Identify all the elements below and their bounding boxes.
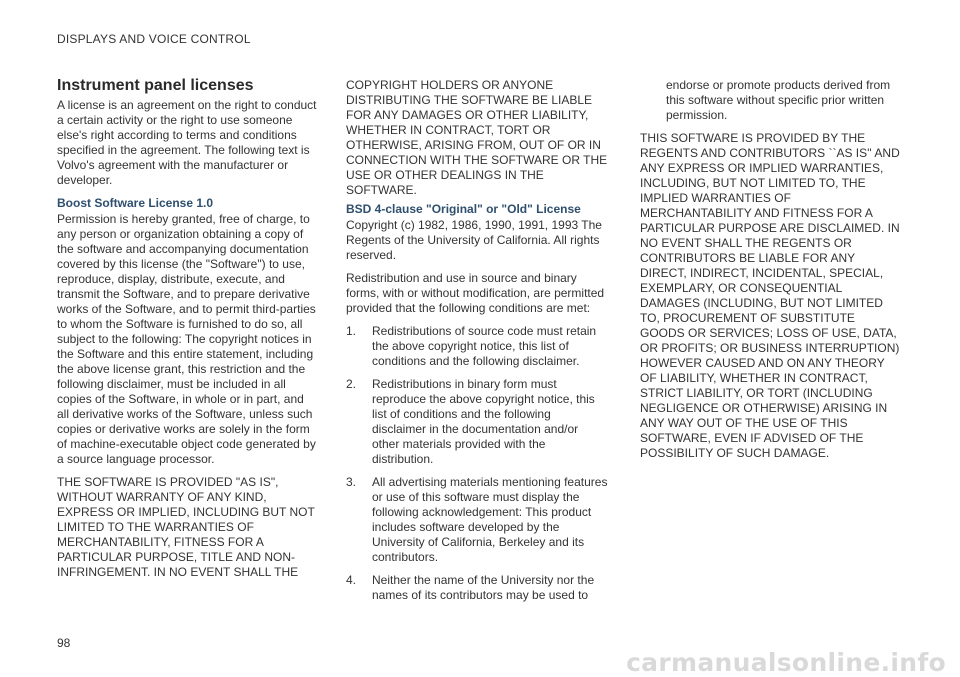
list-item-text: Redistributions in binary form must reproduce the above copyright notice, this list of conditions and the following disclaimer in the documentation and/or other materials provided with the distribution. [372,377,595,466]
bsd-disclaimer: THIS SOFTWARE IS PROVIDED BY THE REGENTS AND CONTRIBUTORS ``AS IS'' AND ANY EXPRESS OR IMPLIED WARRANTIES, INCLUDING, BUT NOT LIMITED TO, THE IMPLIED WARRANTIES OF MERCHANTABILITY AND FITNESS FOR A PARTICULAR PURPOSE ARE DISCLAIMED. IN NO EVENT SHALL THE REGENTS OR CONTRIBUTORS BE LIABLE FOR ANY DIRECT, INDIRECT, INCIDENTAL, SPECIAL, EXEMPLARY, OR CONSEQUENTIAL DAMAGES (INCLUDING, BUT NOT LIMITED TO, PROCUREMENT OF SUBSTITUTE GOODS OR SERVICES; LOSS OF USE, DATA, OR PROFITS; OR BUSINESS INTERRUPTION) HOWEVER CAUSED AND ON ANY THEORY OF LIABILITY, WHETHER IN CONTRACT, STRICT LIABILITY, OR TORT (INCLUDING NEGLIGENCE OR OTHERWISE) ARISING IN ANY WAY OUT OF THE USE OF THIS SOFTWARE, EVEN IF ADVISED OF THE POSSIBILITY OF SUCH DAMAGE. [640,131,900,460]
list-item-number: 2. [346,377,357,391]
list-item [346,573,608,603]
bsd-copyright: Copyright (c) 1982, 1986, 1990, 1991, 1993 The Regents of the University of California. All rights reserved. [346,218,602,262]
list-item-text: Redistributions of source code must retain the above copyright notice, this list of conditions and the following disclaimer. [372,324,597,368]
list-item-number: 3. [346,475,357,489]
bsd-license-heading: BSD 4-clause "Original" or "Old" License [346,202,581,216]
boost-license-heading: Boost Software License 1.0 [57,196,214,210]
list-item-text: All advertising materials mentioning features or use of this software must display the following acknowledgement: This product includes software developed by the University of California, Berkeley and its contributors. [372,475,608,564]
bsd-redistribution: Redistribution and use in source and binary forms, with or without modification, are permitted provided that the following conditions are met: [346,271,605,315]
bsd-conditions-list [346,324,608,603]
boost-disclaimer: THE SOFTWARE IS PROVIDED "AS IS", WITHOUT WARRANTY OF ANY KIND, EXPRESS OR IMPLIED, INCLUDING BUT NOT LIMITED TO THE WARRANTIES OF MERCHANTABILITY, FITNESS FOR A PARTICULAR PURPOSE, TITLE AND NON-INFRINGEMENT. IN NO EVENT SHALL THE [57,475,315,579]
list-item-number: 1. [346,324,357,338]
condition-4-continued: endorse or promote products derived from this software without specific prior written permission. [666,78,891,122]
section-header: DISPLAYS AND VOICE CONTROL [57,32,251,46]
list-item-text: Neither the name of the University nor the names of its contributors may be used to [372,573,595,602]
intro-paragraph: A license is an agreement on the right to conduct a certain activity or the right to use someone else's right according to terms and conditions specified in the agreement. The following text is Volvo's agreement with the manufacturer or developer. [57,98,317,187]
page-number: 98 [57,636,71,650]
boost-disclaimer-continued: COPYRIGHT HOLDERS OR ANYONE DISTRIBUTING THE SOFTWARE BE LIABLE FOR ANY DAMAGES OR OTHER LIABILITY, WHETHER IN CONTRACT, TORT OR OTHERWISE, ARISING FROM, OUT OF OR IN CONNECTION WITH THE SOFTWARE OR THE USE OR OTHER DEALINGS IN THE SOFTWARE. [346,78,608,197]
list-item-number: 4. [346,573,357,587]
page-title: Instrument panel licenses [57,77,254,94]
boost-license-body: Permission is hereby granted, free of charge, to any person or organization obtaining a copy of the software and accompanying documentation covered by this license (the "Software") to use, reproduce, display, distribute, execute, and transmit the Software, and to prepare derivative works of the Software, and to permit third-parties to whom the Software is furnished to do so, all subject to the following: The copyright notices in the Software and this entire statement, including the above license grant, this restriction and the following disclaimer, must be included in all copies of the Software, in whole or in part, and all derivative works of the Software, unless such copies or derivative works are solely in the form of machine-executable object code generated by a source language processor. [57,212,316,466]
column-3 [640,78,902,469]
column-2 [346,78,608,611]
list-item [346,475,608,565]
list-item [346,377,608,467]
list-item [346,324,608,369]
column-1 [57,76,319,580]
watermark: carmanualsonline.info [626,648,946,677]
